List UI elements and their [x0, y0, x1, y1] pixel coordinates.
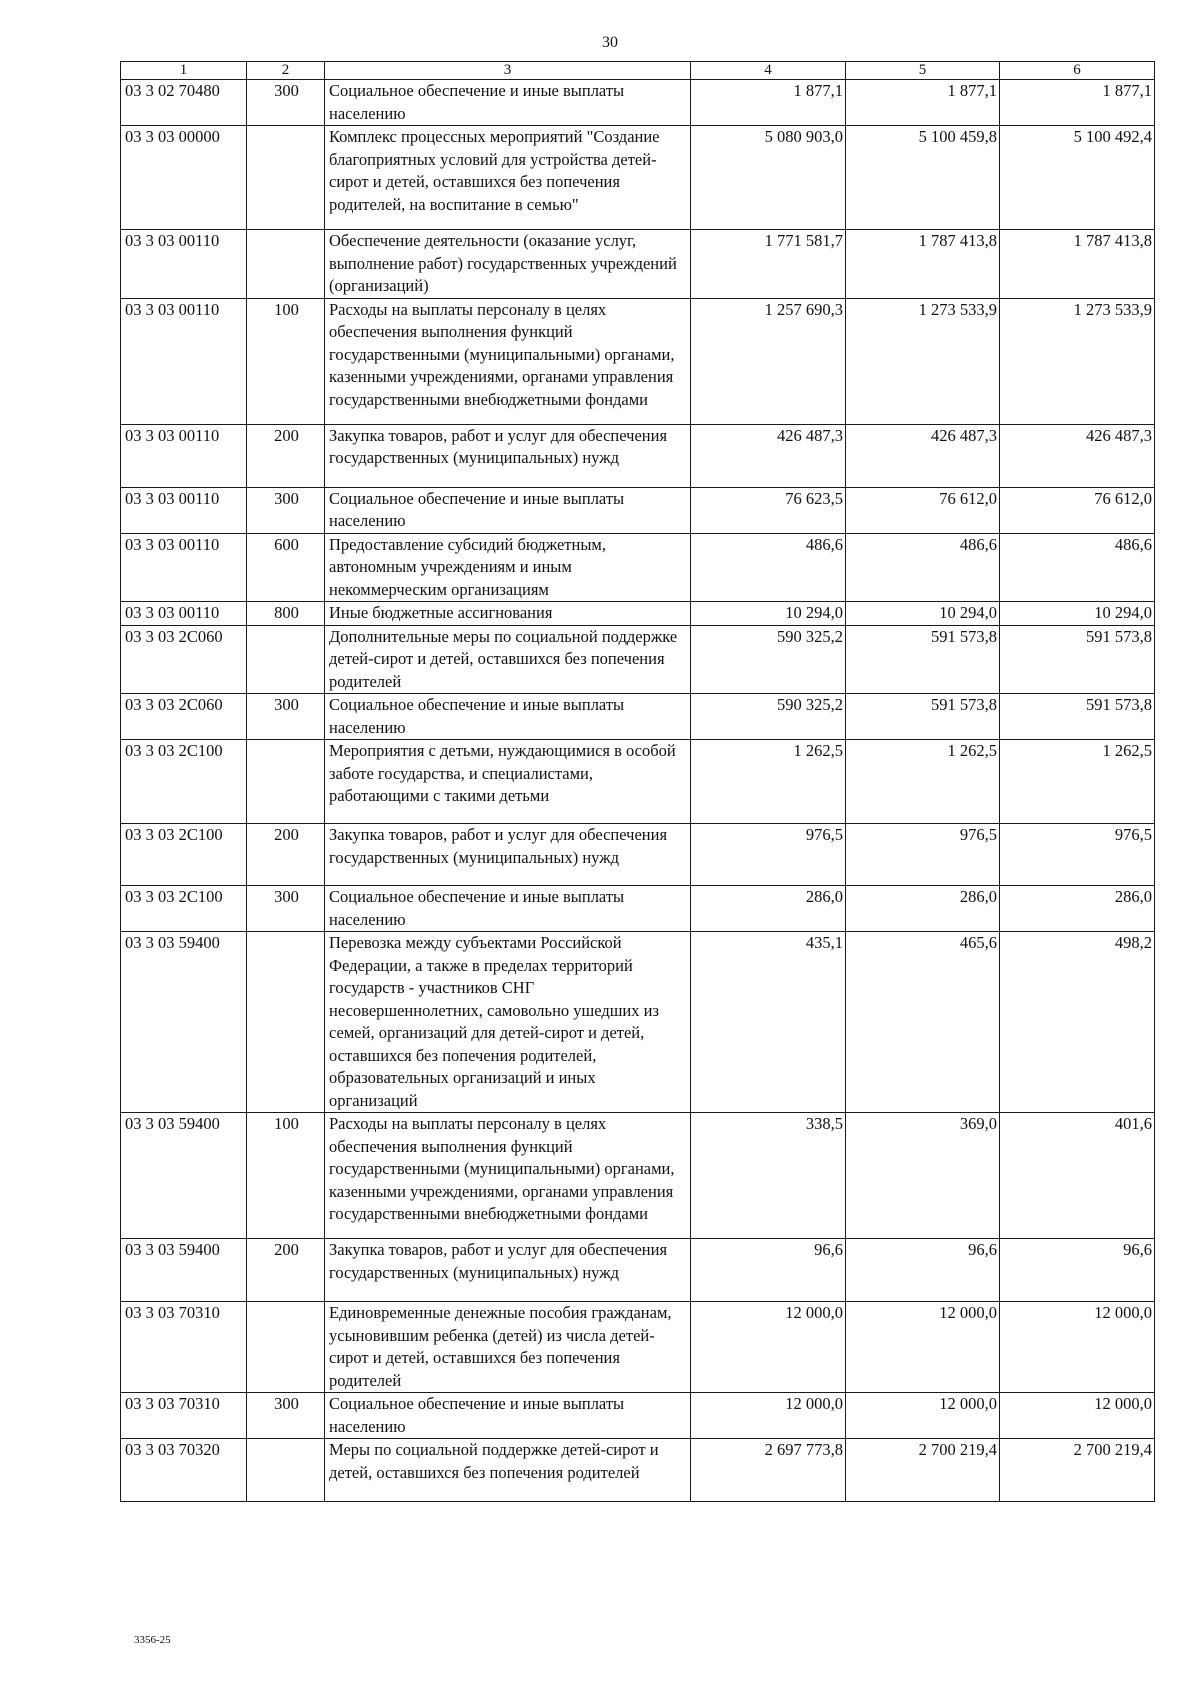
expense-type-cell: 200	[247, 824, 325, 886]
amount-col5-cell: 76 612,0	[846, 487, 1000, 533]
amount-col5-cell: 10 294,0	[846, 602, 1000, 626]
amount-col5-cell: 369,0	[846, 1113, 1000, 1239]
budget-code-cell: 03 3 03 70310	[121, 1302, 247, 1393]
table-row	[121, 824, 1155, 886]
amount-col5-cell: 591 573,8	[846, 625, 1000, 694]
budget-code-cell: 03 3 03 00110	[121, 230, 247, 299]
budget-code-cell: 03 3 02 70480	[121, 80, 247, 126]
item-name-cell: Единовременные денежные пособия гражданам, усыновившим ребенка (детей) из числа детей-сирот и детей, оставшихся без попечения родителей	[325, 1302, 691, 1393]
amount-col6-cell: 5 100 492,4	[1000, 126, 1155, 230]
column-header-4: 4	[691, 62, 846, 80]
column-header-2: 2	[247, 62, 325, 80]
table-header-row	[121, 62, 1155, 80]
amount-col6-cell: 1 273 533,9	[1000, 298, 1155, 424]
amount-col5-cell: 12 000,0	[846, 1393, 1000, 1439]
expense-type-cell: 100	[247, 1113, 325, 1239]
amount-col4-cell: 338,5	[691, 1113, 846, 1239]
amount-col6-cell: 286,0	[1000, 886, 1155, 932]
expense-type-cell	[247, 1302, 325, 1393]
expense-type-cell: 800	[247, 602, 325, 626]
amount-col6-cell: 976,5	[1000, 824, 1155, 886]
column-header-5: 5	[846, 62, 1000, 80]
item-name-cell: Иные бюджетные ассигнования	[325, 602, 691, 626]
expense-type-cell	[247, 625, 325, 694]
budget-code-cell: 03 3 03 70320	[121, 1439, 247, 1502]
expense-type-cell: 200	[247, 1239, 325, 1302]
table-row	[121, 1302, 1155, 1393]
amount-col6-cell: 591 573,8	[1000, 694, 1155, 740]
page-number: 30	[602, 34, 618, 51]
item-name-cell: Социальное обеспечение и иные выплаты населению	[325, 886, 691, 932]
column-header-1: 1	[121, 62, 247, 80]
budget-code-cell: 03 3 03 2С100	[121, 740, 247, 824]
amount-col6-cell: 401,6	[1000, 1113, 1155, 1239]
expense-type-cell: 200	[247, 424, 325, 487]
amount-col4-cell: 486,6	[691, 533, 846, 602]
expense-type-cell	[247, 126, 325, 230]
amount-col6-cell: 10 294,0	[1000, 602, 1155, 626]
amount-col5-cell: 486,6	[846, 533, 1000, 602]
amount-col4-cell: 2 697 773,8	[691, 1439, 846, 1502]
amount-col6-cell: 426 487,3	[1000, 424, 1155, 487]
amount-col5-cell: 286,0	[846, 886, 1000, 932]
expense-type-cell	[247, 740, 325, 824]
amount-col5-cell: 12 000,0	[846, 1302, 1000, 1393]
expense-type-cell: 300	[247, 694, 325, 740]
item-name-cell: Социальное обеспечение и иные выплаты населению	[325, 487, 691, 533]
amount-col4-cell: 590 325,2	[691, 625, 846, 694]
item-name-cell: Расходы на выплаты персоналу в целях обеспечения выполнения функций государственными (муниципальными) органами, казенными учреждениями, органами управления государственными внебюджетными фондами	[325, 1113, 691, 1239]
budget-code-cell: 03 3 03 2С060	[121, 625, 247, 694]
amount-col6-cell: 1 787 413,8	[1000, 230, 1155, 299]
amount-col4-cell: 10 294,0	[691, 602, 846, 626]
amount-col5-cell: 96,6	[846, 1239, 1000, 1302]
budget-code-cell: 03 3 03 2С060	[121, 694, 247, 740]
expense-type-cell: 600	[247, 533, 325, 602]
budget-code-cell: 03 3 03 00110	[121, 487, 247, 533]
amount-col4-cell: 1 257 690,3	[691, 298, 846, 424]
expense-type-cell: 300	[247, 80, 325, 126]
amount-col5-cell: 591 573,8	[846, 694, 1000, 740]
amount-col4-cell: 96,6	[691, 1239, 846, 1302]
amount-col6-cell: 498,2	[1000, 932, 1155, 1113]
amount-col4-cell: 286,0	[691, 886, 846, 932]
item-name-cell: Мероприятия с детьми, нуждающимися в особой заботе государства, и специалистами, работающими с такими детьми	[325, 740, 691, 824]
budget-code-cell: 03 3 03 00110	[121, 424, 247, 487]
expense-type-cell	[247, 1439, 325, 1502]
budget-code-cell: 03 3 03 59400	[121, 932, 247, 1113]
amount-col5-cell: 5 100 459,8	[846, 126, 1000, 230]
table-row	[121, 740, 1155, 824]
table-row	[121, 602, 1155, 626]
amount-col6-cell: 96,6	[1000, 1239, 1155, 1302]
budget-table	[120, 61, 1155, 1502]
budget-code-cell: 03 3 03 00110	[121, 298, 247, 424]
item-name-cell: Социальное обеспечение и иные выплаты населению	[325, 1393, 691, 1439]
item-name-cell: Комплекс процессных мероприятий "Создание благоприятных условий для устройства детей-сирот и детей, оставшихся без попечения родителей, на воспитание в семью"	[325, 126, 691, 230]
table-row	[121, 80, 1155, 126]
table-row	[121, 487, 1155, 533]
item-name-cell: Расходы на выплаты персоналу в целях обеспечения выполнения функций государственными (муниципальными) органами, казенными учреждениями, органами управления государственными внебюджетными фондами	[325, 298, 691, 424]
table-row	[121, 230, 1155, 299]
expense-type-cell: 300	[247, 1393, 325, 1439]
amount-col4-cell: 76 623,5	[691, 487, 846, 533]
amount-col6-cell: 591 573,8	[1000, 625, 1155, 694]
amount-col4-cell: 590 325,2	[691, 694, 846, 740]
item-name-cell: Закупка товаров, работ и услуг для обеспечения государственных (муниципальных) нужд	[325, 1239, 691, 1302]
expense-type-cell: 300	[247, 886, 325, 932]
amount-col4-cell: 1 771 581,7	[691, 230, 846, 299]
item-name-cell: Социальное обеспечение и иные выплаты населению	[325, 80, 691, 126]
item-name-cell: Закупка товаров, работ и услуг для обеспечения государственных (муниципальных) нужд	[325, 424, 691, 487]
item-name-cell: Меры по социальной поддержке детей-сирот и детей, оставшихся без попечения родителей	[325, 1439, 691, 1502]
amount-col5-cell: 976,5	[846, 824, 1000, 886]
amount-col6-cell: 486,6	[1000, 533, 1155, 602]
amount-col5-cell: 1 877,1	[846, 80, 1000, 126]
amount-col6-cell: 1 262,5	[1000, 740, 1155, 824]
amount-col5-cell: 2 700 219,4	[846, 1439, 1000, 1502]
footer-document-code: 3356-25	[134, 1634, 171, 1646]
amount-col4-cell: 1 262,5	[691, 740, 846, 824]
amount-col6-cell: 1 877,1	[1000, 80, 1155, 126]
table-row	[121, 533, 1155, 602]
table-row	[121, 1439, 1155, 1502]
expense-type-cell: 100	[247, 298, 325, 424]
budget-code-cell: 03 3 03 70310	[121, 1393, 247, 1439]
table-row	[121, 1393, 1155, 1439]
expense-type-cell	[247, 230, 325, 299]
expense-type-cell	[247, 932, 325, 1113]
amount-col5-cell: 426 487,3	[846, 424, 1000, 487]
column-header-3: 3	[325, 62, 691, 80]
item-name-cell: Закупка товаров, работ и услуг для обеспечения государственных (муниципальных) нужд	[325, 824, 691, 886]
column-header-6: 6	[1000, 62, 1155, 80]
item-name-cell: Дополнительные меры по социальной поддержке детей-сирот и детей, оставшихся без попечения родителей	[325, 625, 691, 694]
item-name-cell: Социальное обеспечение и иные выплаты населению	[325, 694, 691, 740]
amount-col4-cell: 976,5	[691, 824, 846, 886]
amount-col4-cell: 5 080 903,0	[691, 126, 846, 230]
amount-col6-cell: 2 700 219,4	[1000, 1439, 1155, 1502]
table-row	[121, 694, 1155, 740]
item-name-cell: Перевозка между субъектами Российской Федерации, а также в пределах территорий государств - участников СНГ несовершеннолетних, самовольно ушедших из семей, организаций для детей-сирот и детей, оставшихся без попечения родителей, образовательных организаций и иных организаций	[325, 932, 691, 1113]
amount-col6-cell: 76 612,0	[1000, 487, 1155, 533]
table-row	[121, 126, 1155, 230]
amount-col4-cell: 12 000,0	[691, 1393, 846, 1439]
amount-col5-cell: 465,6	[846, 932, 1000, 1113]
budget-code-cell: 03 3 03 00000	[121, 126, 247, 230]
amount-col5-cell: 1 273 533,9	[846, 298, 1000, 424]
amount-col4-cell: 12 000,0	[691, 1302, 846, 1393]
amount-col5-cell: 1 787 413,8	[846, 230, 1000, 299]
amount-col4-cell: 426 487,3	[691, 424, 846, 487]
amount-col6-cell: 12 000,0	[1000, 1393, 1155, 1439]
item-name-cell: Предоставление субсидий бюджетным, автономным учреждениям и иным некоммерческим организациям	[325, 533, 691, 602]
table-row	[121, 1239, 1155, 1302]
amount-col6-cell: 12 000,0	[1000, 1302, 1155, 1393]
table-row	[121, 298, 1155, 424]
table-row	[121, 1113, 1155, 1239]
amount-col4-cell: 435,1	[691, 932, 846, 1113]
table-row	[121, 625, 1155, 694]
budget-code-cell: 03 3 03 00110	[121, 533, 247, 602]
table-row	[121, 932, 1155, 1113]
amount-col5-cell: 1 262,5	[846, 740, 1000, 824]
budget-code-cell: 03 3 03 59400	[121, 1113, 247, 1239]
expense-type-cell: 300	[247, 487, 325, 533]
budget-code-cell: 03 3 03 2С100	[121, 886, 247, 932]
amount-col4-cell: 1 877,1	[691, 80, 846, 126]
budget-code-cell: 03 3 03 2С100	[121, 824, 247, 886]
table-row	[121, 886, 1155, 932]
budget-code-cell: 03 3 03 59400	[121, 1239, 247, 1302]
table-row	[121, 424, 1155, 487]
item-name-cell: Обеспечение деятельности (оказание услуг, выполнение работ) государственных учреждений (организаций)	[325, 230, 691, 299]
budget-code-cell: 03 3 03 00110	[121, 602, 247, 626]
